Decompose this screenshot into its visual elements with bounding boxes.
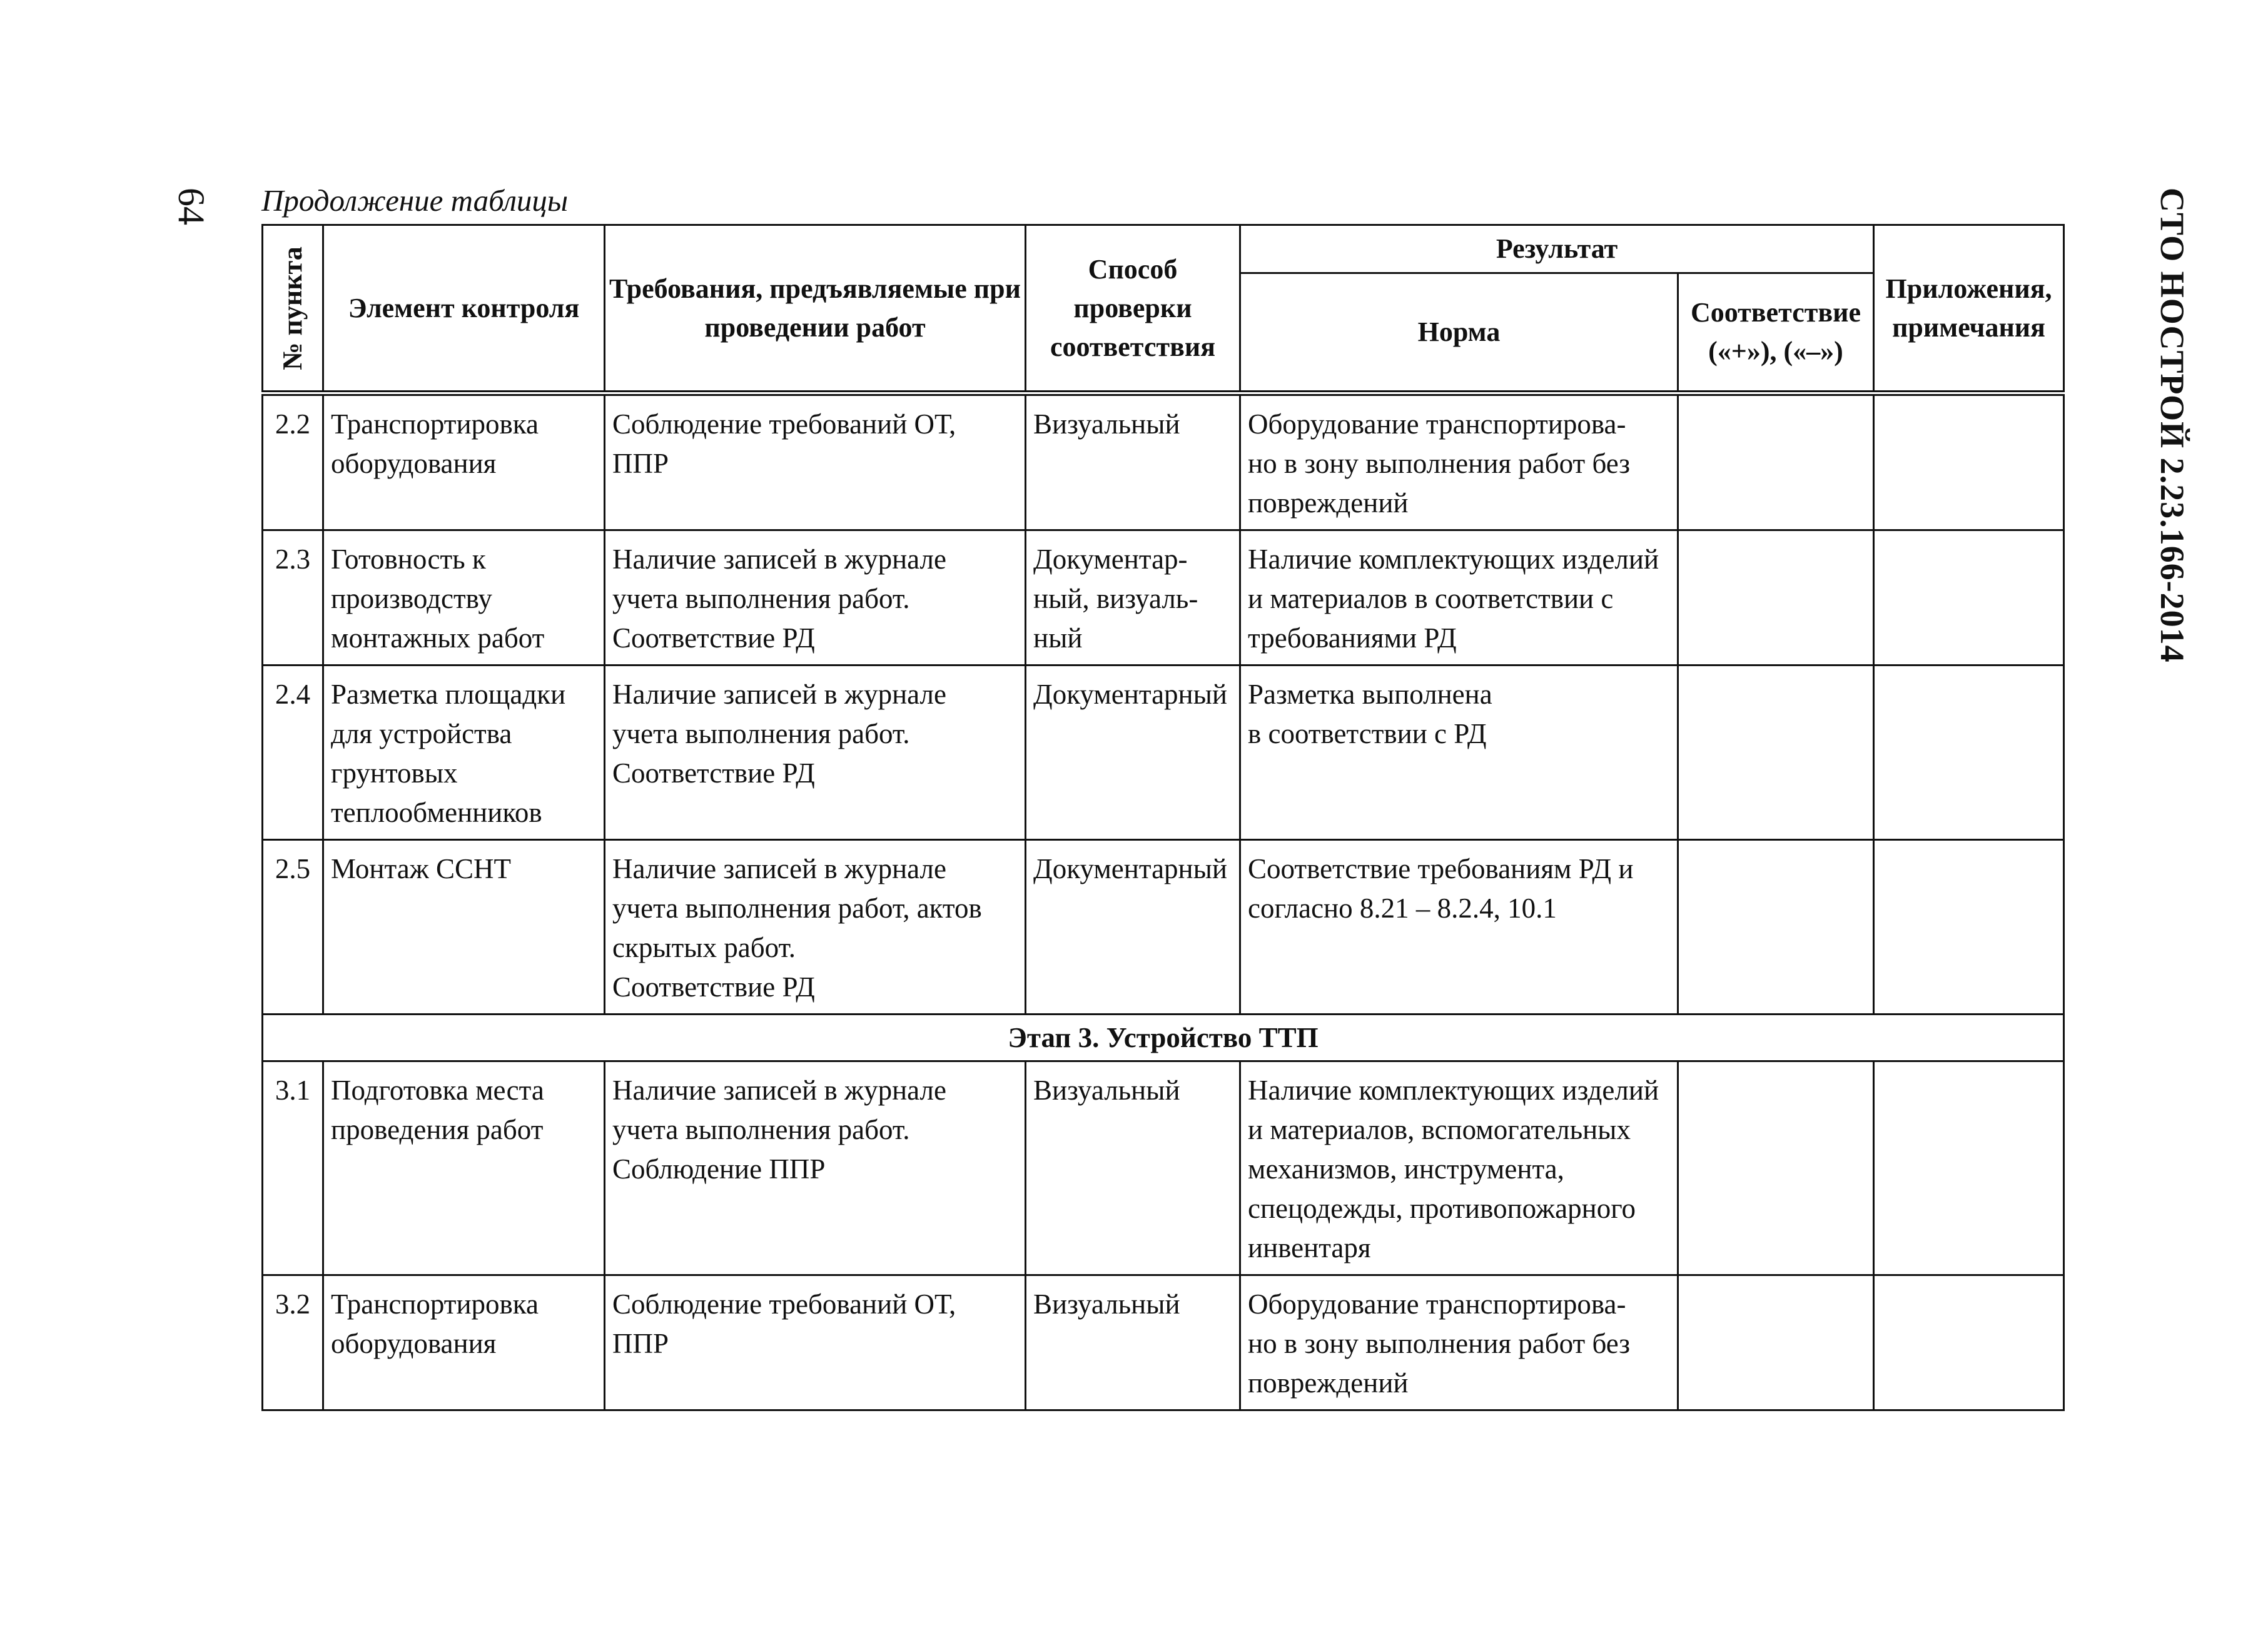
header-conformity-line2: («+»), («–») <box>1708 336 1843 367</box>
row-element <box>323 393 605 530</box>
row-element <box>323 1275 605 1410</box>
row-element-line: Подготовка места <box>331 1075 544 1106</box>
page-number: 64 <box>171 188 212 225</box>
row-norm-line: Наличие комплектующих изделий <box>1248 1075 1659 1106</box>
row-notes <box>1874 530 2064 666</box>
row-norm-line: но в зону выполнения работ без <box>1248 448 1631 479</box>
table-header <box>263 225 2064 393</box>
table-row <box>263 1061 2064 1275</box>
row-conformity <box>1678 393 1874 530</box>
row-notes <box>1874 666 2064 840</box>
header-num <box>263 225 323 393</box>
row-method <box>1026 1275 1240 1410</box>
row-conformity <box>1678 1275 1874 1410</box>
row-requirements-line: Наличие записей в журнале <box>612 1075 946 1106</box>
row-method-line: Документарный <box>1033 853 1227 884</box>
control-table <box>261 224 2065 1411</box>
header-element: Элемент контроля <box>323 225 605 393</box>
row-norm <box>1240 1061 1678 1275</box>
table-body-stage-3 <box>263 1061 2064 1410</box>
table-row <box>263 840 2064 1015</box>
row-element <box>323 530 605 666</box>
row-element-line: Транспортировка <box>331 1288 539 1320</box>
row-norm-line: повреждений <box>1248 1367 1409 1399</box>
table-continuation-label: Продолжение таблицы <box>261 183 569 218</box>
row-requirements-line: учета выполнения работ. <box>612 583 910 614</box>
row-requirements-line: Наличие записей в журнале <box>612 679 946 710</box>
row-method-line: Визуальный <box>1033 1288 1180 1320</box>
row-norm <box>1240 393 1678 530</box>
row-method <box>1026 1061 1240 1275</box>
row-norm-line: Соответствие требованиям РД и <box>1248 853 1634 884</box>
table-body-stage-2 <box>263 393 2064 1015</box>
row-method-line: ный, визуаль- <box>1033 583 1198 614</box>
row-method-line: ный <box>1033 622 1083 654</box>
row-norm-line: спецодежды, противопожарного <box>1248 1193 1636 1224</box>
row-method-line: Документарный <box>1033 679 1227 710</box>
row-element-line: производству <box>331 583 492 614</box>
row-element-line: грунтовых <box>331 757 458 789</box>
row-num: 3.1 <box>263 1061 323 1275</box>
row-norm <box>1240 1275 1678 1410</box>
row-method <box>1026 666 1240 840</box>
row-num: 2.3 <box>263 530 323 666</box>
row-requirements-line: ППР <box>612 448 669 479</box>
header-notes: Приложения, примечания <box>1874 225 2064 393</box>
stage-row <box>263 1015 2064 1061</box>
row-notes <box>1874 840 2064 1015</box>
row-num: 2.4 <box>263 666 323 840</box>
table-row <box>263 530 2064 666</box>
row-requirements-line: скрытых работ. <box>612 932 796 963</box>
row-conformity <box>1678 666 1874 840</box>
row-norm-line: но в зону выполнения работ без <box>1248 1328 1631 1359</box>
row-conformity <box>1678 530 1874 666</box>
row-requirements-line: Соответствие РД <box>612 971 815 1003</box>
row-notes <box>1874 1061 2064 1275</box>
table-row <box>263 1275 2064 1410</box>
stage-title: Этап 3. Устройство ТТП <box>263 1015 2064 1061</box>
row-element-line: оборудования <box>331 448 497 479</box>
header-requirements: Требования, предъявляемые при проведении работ <box>605 225 1026 393</box>
row-element <box>323 840 605 1015</box>
row-conformity <box>1678 1061 1874 1275</box>
row-element-line: Готовность к <box>331 544 486 575</box>
row-requirements-line: Соответствие РД <box>612 622 815 654</box>
row-element <box>323 1061 605 1275</box>
row-requirements-line: Наличие записей в журнале <box>612 544 946 575</box>
row-norm-line: Оборудование транспортирова- <box>1248 1288 1626 1320</box>
row-notes <box>1874 393 2064 530</box>
row-requirements-line: учета выполнения работ, актов <box>612 893 982 924</box>
row-method-line: Документар- <box>1033 544 1188 575</box>
row-requirements-line: учета выполнения работ. <box>612 718 910 749</box>
row-requirements-line: Наличие записей в журнале <box>612 853 946 884</box>
row-norm <box>1240 666 1678 840</box>
row-element-line: для устройства <box>331 718 512 749</box>
row-requirements <box>605 1275 1026 1410</box>
header-conformity-line1: Соответствие <box>1690 297 1861 328</box>
row-norm-line: в соответствии с РД <box>1248 718 1487 749</box>
row-method <box>1026 393 1240 530</box>
row-method <box>1026 530 1240 666</box>
row-norm <box>1240 840 1678 1015</box>
row-method-line: Визуальный <box>1033 1075 1180 1106</box>
row-requirements <box>605 666 1026 840</box>
row-norm-line: инвентаря <box>1248 1232 1371 1263</box>
row-requirements <box>605 1061 1026 1275</box>
row-element-line: теплообменников <box>331 797 542 828</box>
row-conformity <box>1678 840 1874 1015</box>
row-element-line: монтажных работ <box>331 622 545 654</box>
row-element-line: Разметка площадки <box>331 679 566 710</box>
header-norm: Норма <box>1240 273 1678 393</box>
row-requirements <box>605 840 1026 1015</box>
row-norm-line: повреждений <box>1248 487 1409 519</box>
row-norm-line: и материалов в соответствии с <box>1248 583 1614 614</box>
row-norm-line: и материалов, вспомогательных <box>1248 1114 1631 1145</box>
row-requirements <box>605 530 1026 666</box>
row-method-line: Визуальный <box>1033 408 1180 440</box>
row-requirements-line: Соответствие РД <box>612 757 815 789</box>
row-norm-line: Разметка выполнена <box>1248 679 1492 710</box>
row-norm-line: механизмов, инструмента, <box>1248 1153 1564 1185</box>
row-requirements-line: учета выполнения работ. <box>612 1114 910 1145</box>
row-element-line: Монтаж ССНТ <box>331 853 512 884</box>
row-num: 3.2 <box>263 1275 323 1410</box>
row-norm-line: согласно 8.21 – 8.2.4, 10.1 <box>1248 893 1557 924</box>
row-norm-line: требованиями РД <box>1248 622 1457 654</box>
header-num-text: № пункта <box>277 246 308 370</box>
row-requirements-line: ППР <box>612 1328 669 1359</box>
table-row <box>263 666 2064 840</box>
header-result: Результат <box>1240 225 1874 273</box>
row-num: 2.5 <box>263 840 323 1015</box>
row-requirements-line: Соблюдение требований ОТ, <box>612 408 956 440</box>
table-stage-heading <box>263 1015 2064 1061</box>
row-norm-line: Наличие комплектующих изделий <box>1248 544 1659 575</box>
row-norm <box>1240 530 1678 666</box>
row-norm-line: Оборудование транспортирова- <box>1248 408 1626 440</box>
row-requirements-line: Соблюдение требований ОТ, <box>612 1288 956 1320</box>
header-conformity <box>1678 273 1874 393</box>
row-element-line: оборудования <box>331 1328 497 1359</box>
row-method <box>1026 840 1240 1015</box>
table-row <box>263 393 2064 530</box>
row-element-line: проведения работ <box>331 1114 544 1145</box>
row-requirements-line: Соблюдение ППР <box>612 1153 826 1185</box>
row-num: 2.2 <box>263 393 323 530</box>
row-element-line: Транспортировка <box>331 408 539 440</box>
row-requirements <box>605 393 1026 530</box>
document-code: СТО НОСТРОЙ 2.23.166-2014 <box>2154 188 2191 663</box>
row-notes <box>1874 1275 2064 1410</box>
row-element <box>323 666 605 840</box>
header-method: Способ проверки соответствия <box>1026 225 1240 393</box>
